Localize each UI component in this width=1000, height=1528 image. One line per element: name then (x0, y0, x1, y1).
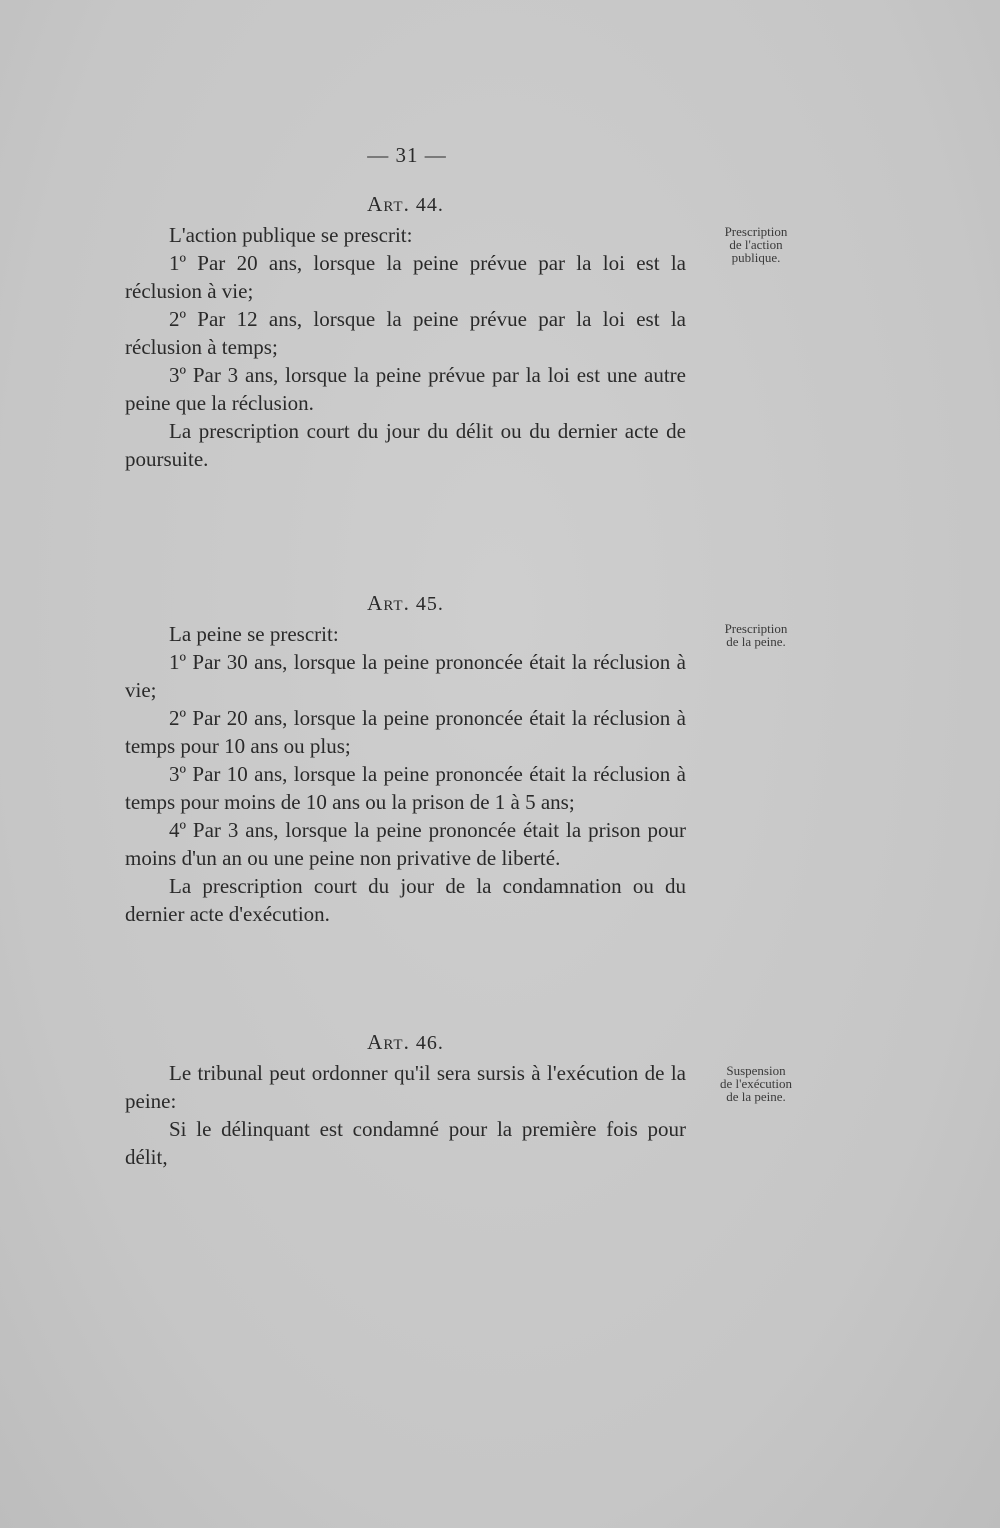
paragraph: 2º Par 20 ans, lorsque la peine prononcée était la réclusion à temps pour 10 ans ou plus; (125, 706, 686, 758)
paragraph: 1º Par 30 ans, lorsque la peine prononcée était la réclusion à vie; (125, 650, 686, 702)
paragraph: Le tribunal peut ordonner qu'il sera sursis à l'exécution de la peine: (125, 1061, 686, 1113)
paragraph: Si le délinquant est condamné pour la première fois pour délit, (125, 1117, 686, 1169)
paragraph: 2º Par 12 ans, lorsque la peine prévue par la loi est la réclusion à temps; (125, 307, 686, 359)
paragraph: La prescription court du jour de la condamnation ou du dernier acte d'exécution. (125, 874, 686, 926)
margin-note-article-46 (702, 1064, 810, 1103)
article-number: 45. (415, 593, 444, 615)
article-number: 44. (415, 194, 444, 216)
paragraph: L'action publique se prescrit: (169, 223, 413, 247)
article-label: Art. (367, 591, 410, 615)
margin-note-line: de l'exécution (719, 1076, 792, 1091)
paragraph: 1º Par 20 ans, lorsque la peine prévue par la loi est la réclusion à vie; (125, 251, 686, 303)
paragraph: La prescription court du jour du délit ou du dernier acte de poursuite. (125, 419, 686, 471)
article-label: Art. (367, 192, 410, 216)
article-45 (125, 591, 686, 928)
article-title (125, 591, 686, 616)
paragraph: La peine se prescrit: (169, 622, 339, 646)
page-number: — 31 — (367, 143, 447, 167)
article-title (125, 192, 686, 217)
margin-note-article-44 (702, 225, 810, 264)
margin-note-line: Prescription (724, 621, 788, 636)
margin-note-line: de la peine. (726, 1089, 786, 1104)
article-label: Art. (367, 1030, 410, 1054)
margin-note-line: de la peine. (726, 634, 786, 649)
article-44 (125, 192, 686, 473)
article-title (125, 1030, 686, 1055)
paragraph: 3º Par 10 ans, lorsque la peine prononcée était la réclusion à temps pour moins de 10 ans ou la prison de 1 à 5 ans; (125, 762, 686, 814)
margin-note-line: publique. (731, 250, 781, 265)
margin-note-line: de l'action (729, 237, 783, 252)
paragraph: 3º Par 3 ans, lorsque la peine prévue par la loi est une autre peine que la réclusion. (125, 363, 686, 415)
margin-note-article-45 (702, 622, 810, 648)
margin-note-line: Prescription (724, 224, 788, 239)
article-46 (125, 1030, 686, 1171)
paragraph: 4º Par 3 ans, lorsque la peine prononcée était la prison pour moins d'un an ou une peine non privative de liberté. (125, 818, 686, 870)
article-number: 46. (415, 1032, 444, 1054)
margin-note-line: Suspension (726, 1063, 786, 1078)
